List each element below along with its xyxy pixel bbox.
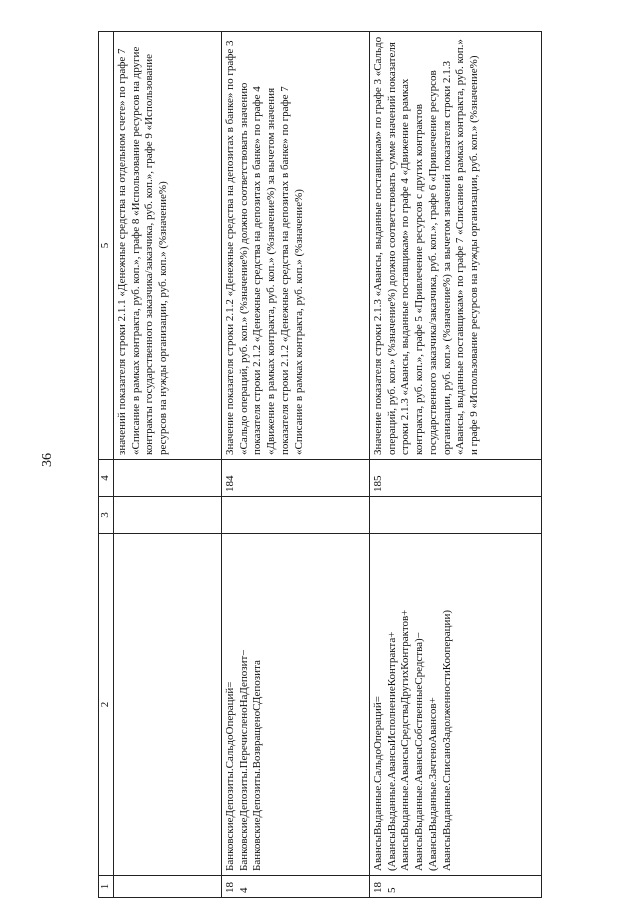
formula-cell — [369, 534, 541, 876]
header-cell-5: 5 — [99, 32, 114, 460]
description-cell: значений показателя строки 2.1.1 «Денежные средства на отдельном счете» по графе 7 «Списание в рамках контракта, руб. коп.», графе 8 «Использование ресурсов на другие контракты государственного заказчика/заказчика, руб. коп.», графе 9 «Использование ресурсов на нужды организации, руб. коп.» (%значение%) — [113, 32, 221, 460]
validation-rules-table — [98, 31, 542, 898]
formula-line: (АвансыВыданные.ЗачтеноАвансов+ — [426, 697, 439, 871]
row-number-cell — [113, 876, 221, 898]
table-row — [221, 32, 369, 898]
page-number: 36 — [40, 453, 55, 467]
table-row — [369, 32, 541, 898]
description-cell: Значение показателя строки 2.1.2 «Денежные средства на депозитах в банке» по графе 3 «Сальдо операций, руб. коп.» (%значение%) должно соответствовать значению показателя строки 2.1.2 «Денежные средства на депозитах в банке» по графе 4 «Движение в рамках контракта, руб. коп.» (%значение%) за вычетом значения показателя строки 2.1.2 «Денежные средства на депозитах в банке» по графе 7 «Списание в рамках контракта, руб. коп.» (%значение%) — [221, 32, 369, 460]
header-cell-4: 4 — [99, 460, 114, 497]
formula-line: БанковскиеДепозиты.ВозвращеноСДепозита — [251, 660, 264, 871]
header-cell-3: 3 — [99, 497, 114, 534]
formula-cell — [113, 534, 221, 876]
check-code-cell — [113, 460, 221, 497]
row-number-cell: 185 — [369, 876, 541, 898]
header-cell-1: 1 — [99, 876, 114, 898]
rotated-page-content — [98, 32, 540, 898]
formula-cell — [221, 534, 369, 876]
column-3-cell — [221, 497, 369, 534]
description-cell: Значение показателя строки 2.1.3 «Авансы, выданные поставщикам» по графе 3 «Сальдо операций, руб. коп.» (%значение%) должно соответствовать сумме значений показателя строки 2.1.3 «Авансы, выданные поставщикам» по графе 4 «Движение в рамках контракта, руб. коп.», графе 5 «Привлечение ресурсов с других контрактов государственного заказчика/заказчика, руб. коп.», графе 6 «Привлечение ресурсов организации, руб. коп.» (%значение%) за вычетом значений показателя строки 2.1.3 «Авансы, выданные поставщикам» по графе 7 «Списание в рамках контракта, руб. коп.» и графе 9 «Использование ресурсов на нужды организации, руб. коп.» (%значение%) — [369, 32, 541, 460]
formula-line: (АвансыВыданные.АвансыИсполнениеКонтракта+ — [385, 631, 398, 871]
formula-line: АвансыВыданные.СписаноЗадолженностиКооперации) — [440, 610, 453, 871]
check-code-cell: 185 — [369, 460, 541, 497]
formula-line: АвансыВыданные.СальдоОпераций= — [371, 696, 384, 871]
formula-line: АвансыВыданные.АвансыСредстваДругихКонтрактов+ — [399, 609, 412, 871]
formula-line: БанковскиеДепозиты.ПеречисленоНаДепозит− — [237, 649, 250, 871]
table-row — [113, 32, 221, 898]
row-number-cell: 184 — [221, 876, 369, 898]
formula-line: БанковскиеДепозиты.СальдоОпераций= — [223, 681, 236, 871]
header-cell-2: 2 — [99, 534, 114, 876]
check-code-cell: 184 — [221, 460, 369, 497]
column-3-cell — [113, 497, 221, 534]
formula-line: АвансыВыданные.АвансыСобственныеСредства)− — [413, 632, 425, 871]
column-3-cell — [369, 497, 541, 534]
table-header-row — [99, 32, 114, 898]
